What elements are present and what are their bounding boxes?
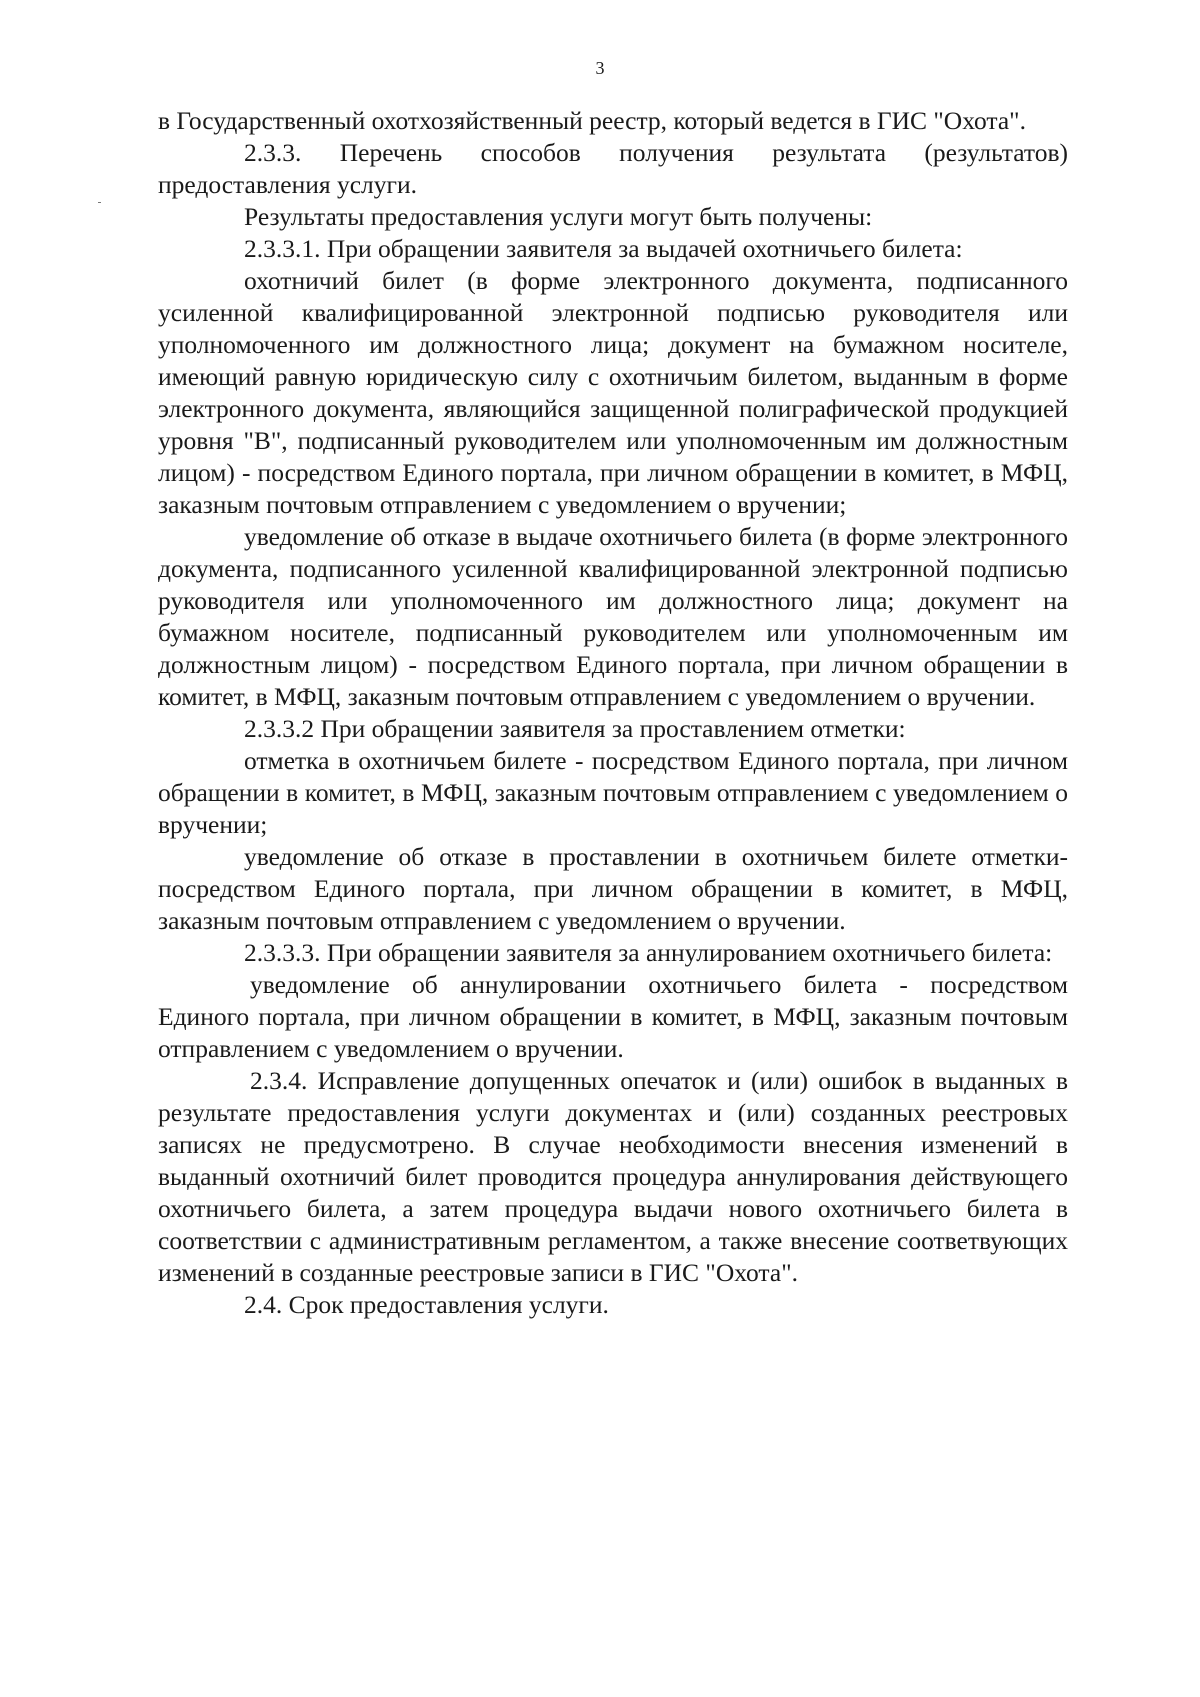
document-body (158, 105, 1068, 1321)
paragraph-ticket-mark: отметка в охотничьем билете - посредством Единого портала, при личном обращении в комитет, в МФЦ, заказным почтовым отправлением с уведомлением о вручении; (158, 746, 1068, 839)
paragraph-2-3-3-3: 2.3.3.3. При обращении заявителя за аннулированием охотничьего билета: (244, 938, 1053, 967)
page-number: 3 (595, 58, 605, 78)
paragraph-2-3-3-1: 2.3.3.1. При обращении заявителя за выдачей охотничьего билета: (244, 234, 963, 263)
paragraph-results-intro: Результаты предоставления услуги могут быть получены: (244, 202, 873, 231)
paragraph-refusal-notice: уведомление об отказе в выдаче охотничьего билета (в форме электронного документа, подписанного усиленной квалифицированной электронной подписью руководителя или уполномоченного им должностного лица; документ на бумажном носителе, подписанный руководителем или уполномоченным им должностным лицом) - посредством Единого портала, при личном обращении в комитет, в МФЦ, заказным почтовым отправлением с уведомлением о вручении. (158, 522, 1068, 711)
paragraph-2-4: 2.4. Срок предоставления услуги. (244, 1290, 609, 1319)
margin-mark (98, 202, 101, 203)
paragraph-hunting-ticket: охотничий билет (в форме электронного документа, подписанного усиленной квалифицированной электронной подписью руководителя или уполномоченного им должностного лица; документ на бумажном носителе, имеющий равную юридическую силу с охотничьим билетом, выданным в форме электронного документа, являющийся защищенной полиграфической продукцией уровня "В", подписанный руководителем или уполномоченным им должностным лицом) - посредством Единого портала, при личном обращении в комитет, в МФЦ, заказным почтовым отправлением с уведомлением о вручении; (158, 266, 1068, 519)
paragraph-mark-refusal: уведомление об отказе в проставлении в охотничьем билете отметки-посредством Единого портала, при личном обращении в комитет, в МФЦ, заказным почтовым отправлением с уведомлением о вручении. (158, 842, 1068, 935)
paragraph-registry-continuation: в Государственный охотхозяйственный реестр, который ведется в ГИС "Охота". (158, 106, 1026, 135)
paragraph-annulment-notice: уведомление об аннулировании охотничьего билета - посредством Единого портала, при личном обращении в комитет, в МФЦ, заказным почтовым отправлением с уведомлением о вручении. (158, 970, 1068, 1063)
paragraph-2-3-4: 2.3.4. Исправление допущенных опечаток и (или) ошибок в выданных в результате предоставления услуги документах и (или) созданных реестровых записях не предусмотрено. В случае необходимости внесения изменений в выданный охотничий билет проводится процедура аннулирования действующего охотничьего билета, а затем процедура выдачи нового охотничьего билета в соответствии с административным регламентом, а также внесение соответвующих изменений в созданные реестровые записи в ГИС "Охота". (158, 1066, 1068, 1287)
paragraph-2-3-3-2: 2.3.3.2 При обращении заявителя за проставлением отметки: (244, 714, 906, 743)
paragraph-2-3-3: 2.3.3. Перечень способов получения результата (результатов) предоставления услуги. (158, 138, 1068, 199)
